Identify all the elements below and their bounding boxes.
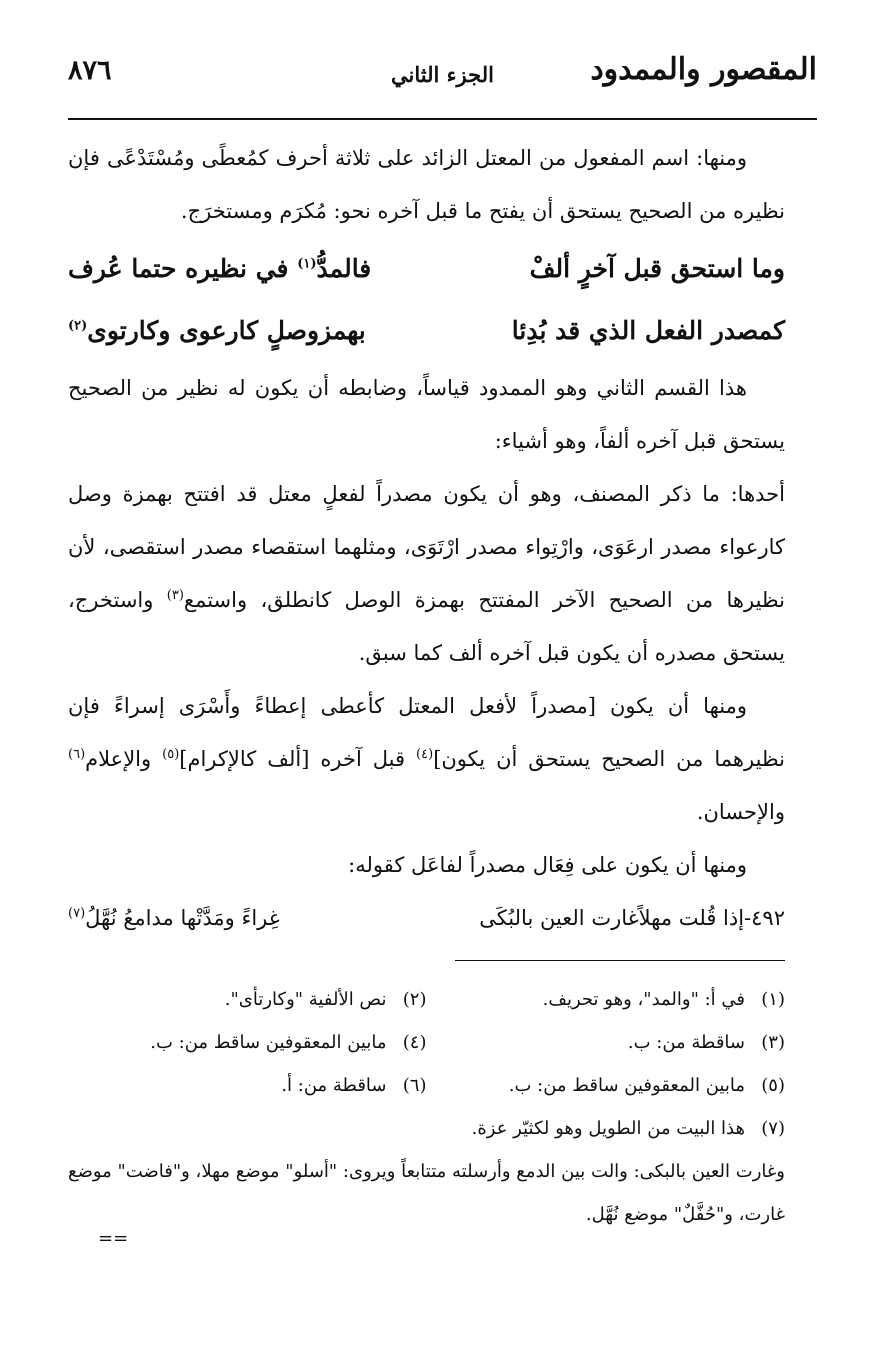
paragraph-4 (68, 680, 785, 839)
footnote-number: (٥) (761, 1075, 785, 1096)
page-header (68, 52, 817, 102)
footnote-ref-5: (٥) (162, 747, 180, 762)
footnote-7-cont-text: وغارت العين بالبكى: والت بين الدمع وأرسلته متتابعاً ويروى: "أسلو" موضع مهلا، و"فاضت" موضع غارت، و"حُفَّلٌ" موضع نُهَّل. (68, 1161, 785, 1225)
footnote-1 (427, 978, 786, 1021)
paragraph-1: ومنها: اسم المفعول من المعتل الزائد على ثلاثة أحرف كمُعطًى ومُسْتَدْعًى فإن نظيره من الصحيح يستحق أن يفتح ما قبل آخره نحو: مُكرَم ومستخرَج. (68, 146, 785, 223)
footnote-text: نص الألفية "وكارتأى". (224, 989, 387, 1010)
footnote-text: مابين المعقوفين ساقط من: ب. (150, 1032, 387, 1053)
footnote-row (68, 978, 785, 1021)
paragraph-3-b: واستخرج، يستحق مصدره أن يكون قبل آخره ألف كما سبق. (68, 588, 785, 665)
footnote-number: (٧) (761, 1118, 785, 1139)
footnote-5 (427, 1064, 786, 1107)
footnote-2 (68, 978, 427, 1021)
verse-1-second-a: فالمدُّ (316, 254, 372, 283)
footnote-6 (68, 1064, 427, 1107)
footnote-divider (455, 960, 785, 961)
verse-1-second-hemistich (68, 238, 371, 300)
footnote-number: (٦) (402, 1075, 427, 1096)
volume-label: الجزء الثاني (391, 62, 494, 87)
book-title: المقصور والممدود (590, 52, 817, 87)
paragraph-4-b: قبل آخره [ألف كالإكرام] (179, 747, 417, 771)
paragraph-2: هذا القسم الثاني وهو الممدود قياساً، وضابطه أن يكون له نظير من الصحيح يستحق قبل آخره ألفاً، وهو أشياء: (68, 376, 785, 453)
poem-second-hemistich (68, 892, 280, 945)
page-number: ٨٧٦ (68, 55, 112, 86)
footnotes (68, 978, 785, 1236)
verse-2-second-hemistich (68, 300, 366, 362)
paragraph-5: ومنها أن يكون على فِعَال مصدراً لفاعَل كقوله: (348, 853, 747, 877)
paragraph-4-a: ومنها أن يكون [مصدراً لأفعل المعتل كأعطى إعطاءً وأَسْرَى إسراءً فإن نظيرهما من الصحيح يستحق أن يكون] (68, 694, 785, 771)
verse-1-first-hemistich: وما استحق قبل آخرٍ ألفْ (529, 254, 785, 283)
footnote-number: (٣) (761, 1032, 785, 1053)
footnote-text: مابين المعقوفين ساقط من: ب. (508, 1075, 745, 1096)
footnote-7-cell (68, 1107, 785, 1150)
verse-2-first-hemistich: كمصدر الفعل الذي قد بُدِئا (511, 316, 785, 345)
paragraph-3-a: أحدها: ما ذكر المصنف، وهو أن يكون مصدراً لفعلٍ معتل قد افتتح بهمزة وصل كارعواء مصدر ارعَوَى، وارْتِواء مصدر ارْتَوَى، ومثلهما استقصاء مصدر استقصى، لأن نظيرها من الصحيح الآخر المفتتح بهمزة الوصل كانطلق، واستمع (68, 482, 785, 612)
verse-2-second-text: بهمزوصلٍ كارعوى وكارتوى (87, 316, 366, 345)
verse-line-1 (68, 238, 785, 300)
footnote-text: ساقطة من: أ. (281, 1075, 387, 1096)
footnote-3 (427, 1021, 786, 1064)
footnote-number: (٢) (402, 989, 427, 1010)
footnote-text: في أ: "والمد"، وهو تحريف. (542, 989, 745, 1010)
header-divider (68, 118, 817, 120)
footnote-7-continuation (68, 1150, 785, 1236)
footnote-number: (٤) (402, 1032, 427, 1053)
poem-line (68, 892, 785, 945)
footnote-text: ساقطة من: ب. (627, 1032, 745, 1053)
verse-line-2 (68, 300, 785, 362)
poem-second-text: غِراءً ومَدَّتْها مدامعُ نُهَّلُ (85, 906, 280, 930)
paragraph-3 (68, 468, 785, 680)
footnote-row (68, 1021, 785, 1064)
footnote-text: هذا البيت من الطويل وهو لكثيّر عزة. (471, 1118, 745, 1139)
verse-1-second-b: في نظيره حتما عُرف (68, 254, 298, 283)
footnote-ref-1: (١) (297, 256, 317, 272)
main-text (68, 132, 785, 945)
footnote-ref-2: (٢) (68, 318, 88, 334)
footnote-ref-4: (٤) (416, 747, 434, 762)
paragraph-4-d: والإحسان. (696, 800, 785, 824)
footnote-row (68, 1064, 785, 1107)
footnote-ref-6: (٦) (68, 747, 86, 762)
paragraph-4-c: والإعلام (85, 747, 163, 771)
footnote-ref-7: (٧) (68, 906, 86, 921)
continuation-mark: == (98, 1228, 129, 1249)
footnote-4 (68, 1021, 427, 1064)
footnote-7 (68, 1107, 785, 1150)
footnote-ref-3: (٣) (166, 588, 184, 603)
poem-first-hemistich: ٤٩٢-إذا قُلت مهلاًغارت العين بالبُكَى (479, 906, 785, 930)
footnote-number: (١) (761, 989, 785, 1010)
